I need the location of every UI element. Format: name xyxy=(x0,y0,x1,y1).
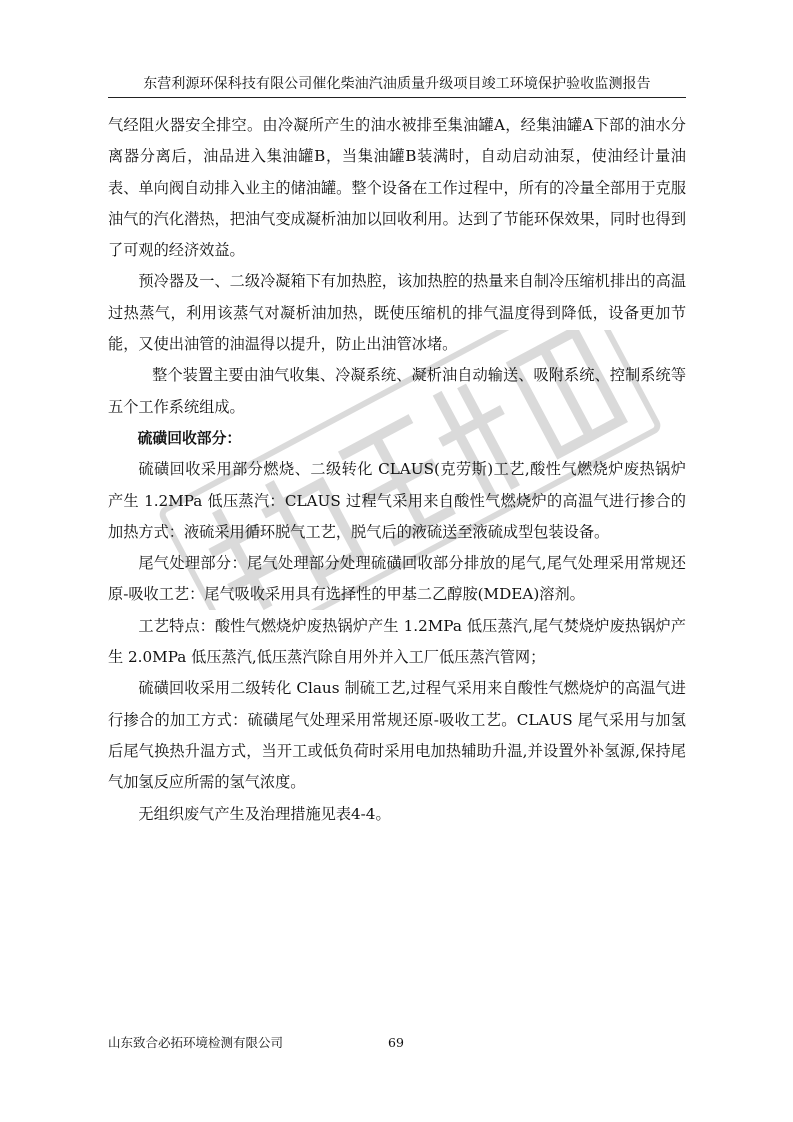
paragraph: 硫磺回收采用部分燃烧、二级转化 CLAUS(克劳斯)工艺,酸性气燃烧炉废热锅炉产生 1.2MPa 低压蒸汽：CLAUS 过程气采用来自酸性气燃烧炉的高温气进行掺合的加热方式：液硫采用循环脱气工艺，脱气后的液硫送至液硫成型包装设备。 xyxy=(108,460,686,541)
paragraph: 尾气处理部分：尾气处理部分处理硫磺回收部分排放的尾气,尾气处理采用常规还原-吸收工艺：尾气吸收采用具有选择性的甲基二乙醇胺(MDEA)溶剂。 xyxy=(108,554,686,604)
paragraph: 硫磺回收采用二级转化 Claus 制硫工艺,过程气采用来自酸性气燃烧炉的高温气进行掺合的加工方式：硫磺尾气处理采用常规还原-吸收工艺。CLAUS 尾气采用与加氢后尾气换热升温方式，当开工或低负荷时采用电加热辅助升温,并设置外补氢源,保持尾气加氢反应所需的氢气浓度。 xyxy=(108,679,686,792)
paragraph: 无组织废气产生及治理措施见表4-4。 xyxy=(138,804,391,823)
paragraph: 气经阻火器安全排空。由冷凝所产生的油水被排至集油罐A，经集油罐A下部的油水分离器分离后，油品进入集油罐B，当集油罐B装满时，自动启动油泵，使油经计量油表、单向阀自动排入业主的储油罐。整个设备在工作过程中，所有的冷量全部用于克服油气的汽化潜热，把油气变成凝析油加以回收利用。达到了节能环保效果，同时也得到了可观的经济效益。 xyxy=(108,116,686,260)
page-header: 东营利源环保科技有限公司催化柴油汽油质量升级项目竣工环境保护验收监测报告 xyxy=(143,76,651,92)
paragraph: 整个装置主要由油气收集、冷凝系统、凝析油自动输送、吸附系统、控制系统等五个工作系统组成。 xyxy=(108,366,686,416)
page-number: 69 xyxy=(388,1035,404,1050)
header-divider xyxy=(108,97,686,98)
footer-company: 山东致合必拓环境检测有限公司 xyxy=(108,1035,284,1050)
body-text xyxy=(108,110,686,830)
paragraph: 预冷器及一、二级冷凝箱下有加热腔，该加热腔的热量来自制冷压缩机排出的高温过热蒸气，利用该蒸气对凝析油加热，既使压缩机的排气温度得到降低，设备更加节能，又使出油管的油温得以提升，防止出油管冰堵。 xyxy=(108,272,686,354)
paragraph: 工艺特点：酸性气燃烧炉废热锅炉产生 1.2MPa 低压蒸汽,尾气焚烧炉废热锅炉产生 2.0MPa 低压蒸汽,低压蒸汽除自用外并入工厂低压蒸汽管网； xyxy=(108,616,686,667)
section-heading: 硫磺回收部分： xyxy=(137,429,242,447)
